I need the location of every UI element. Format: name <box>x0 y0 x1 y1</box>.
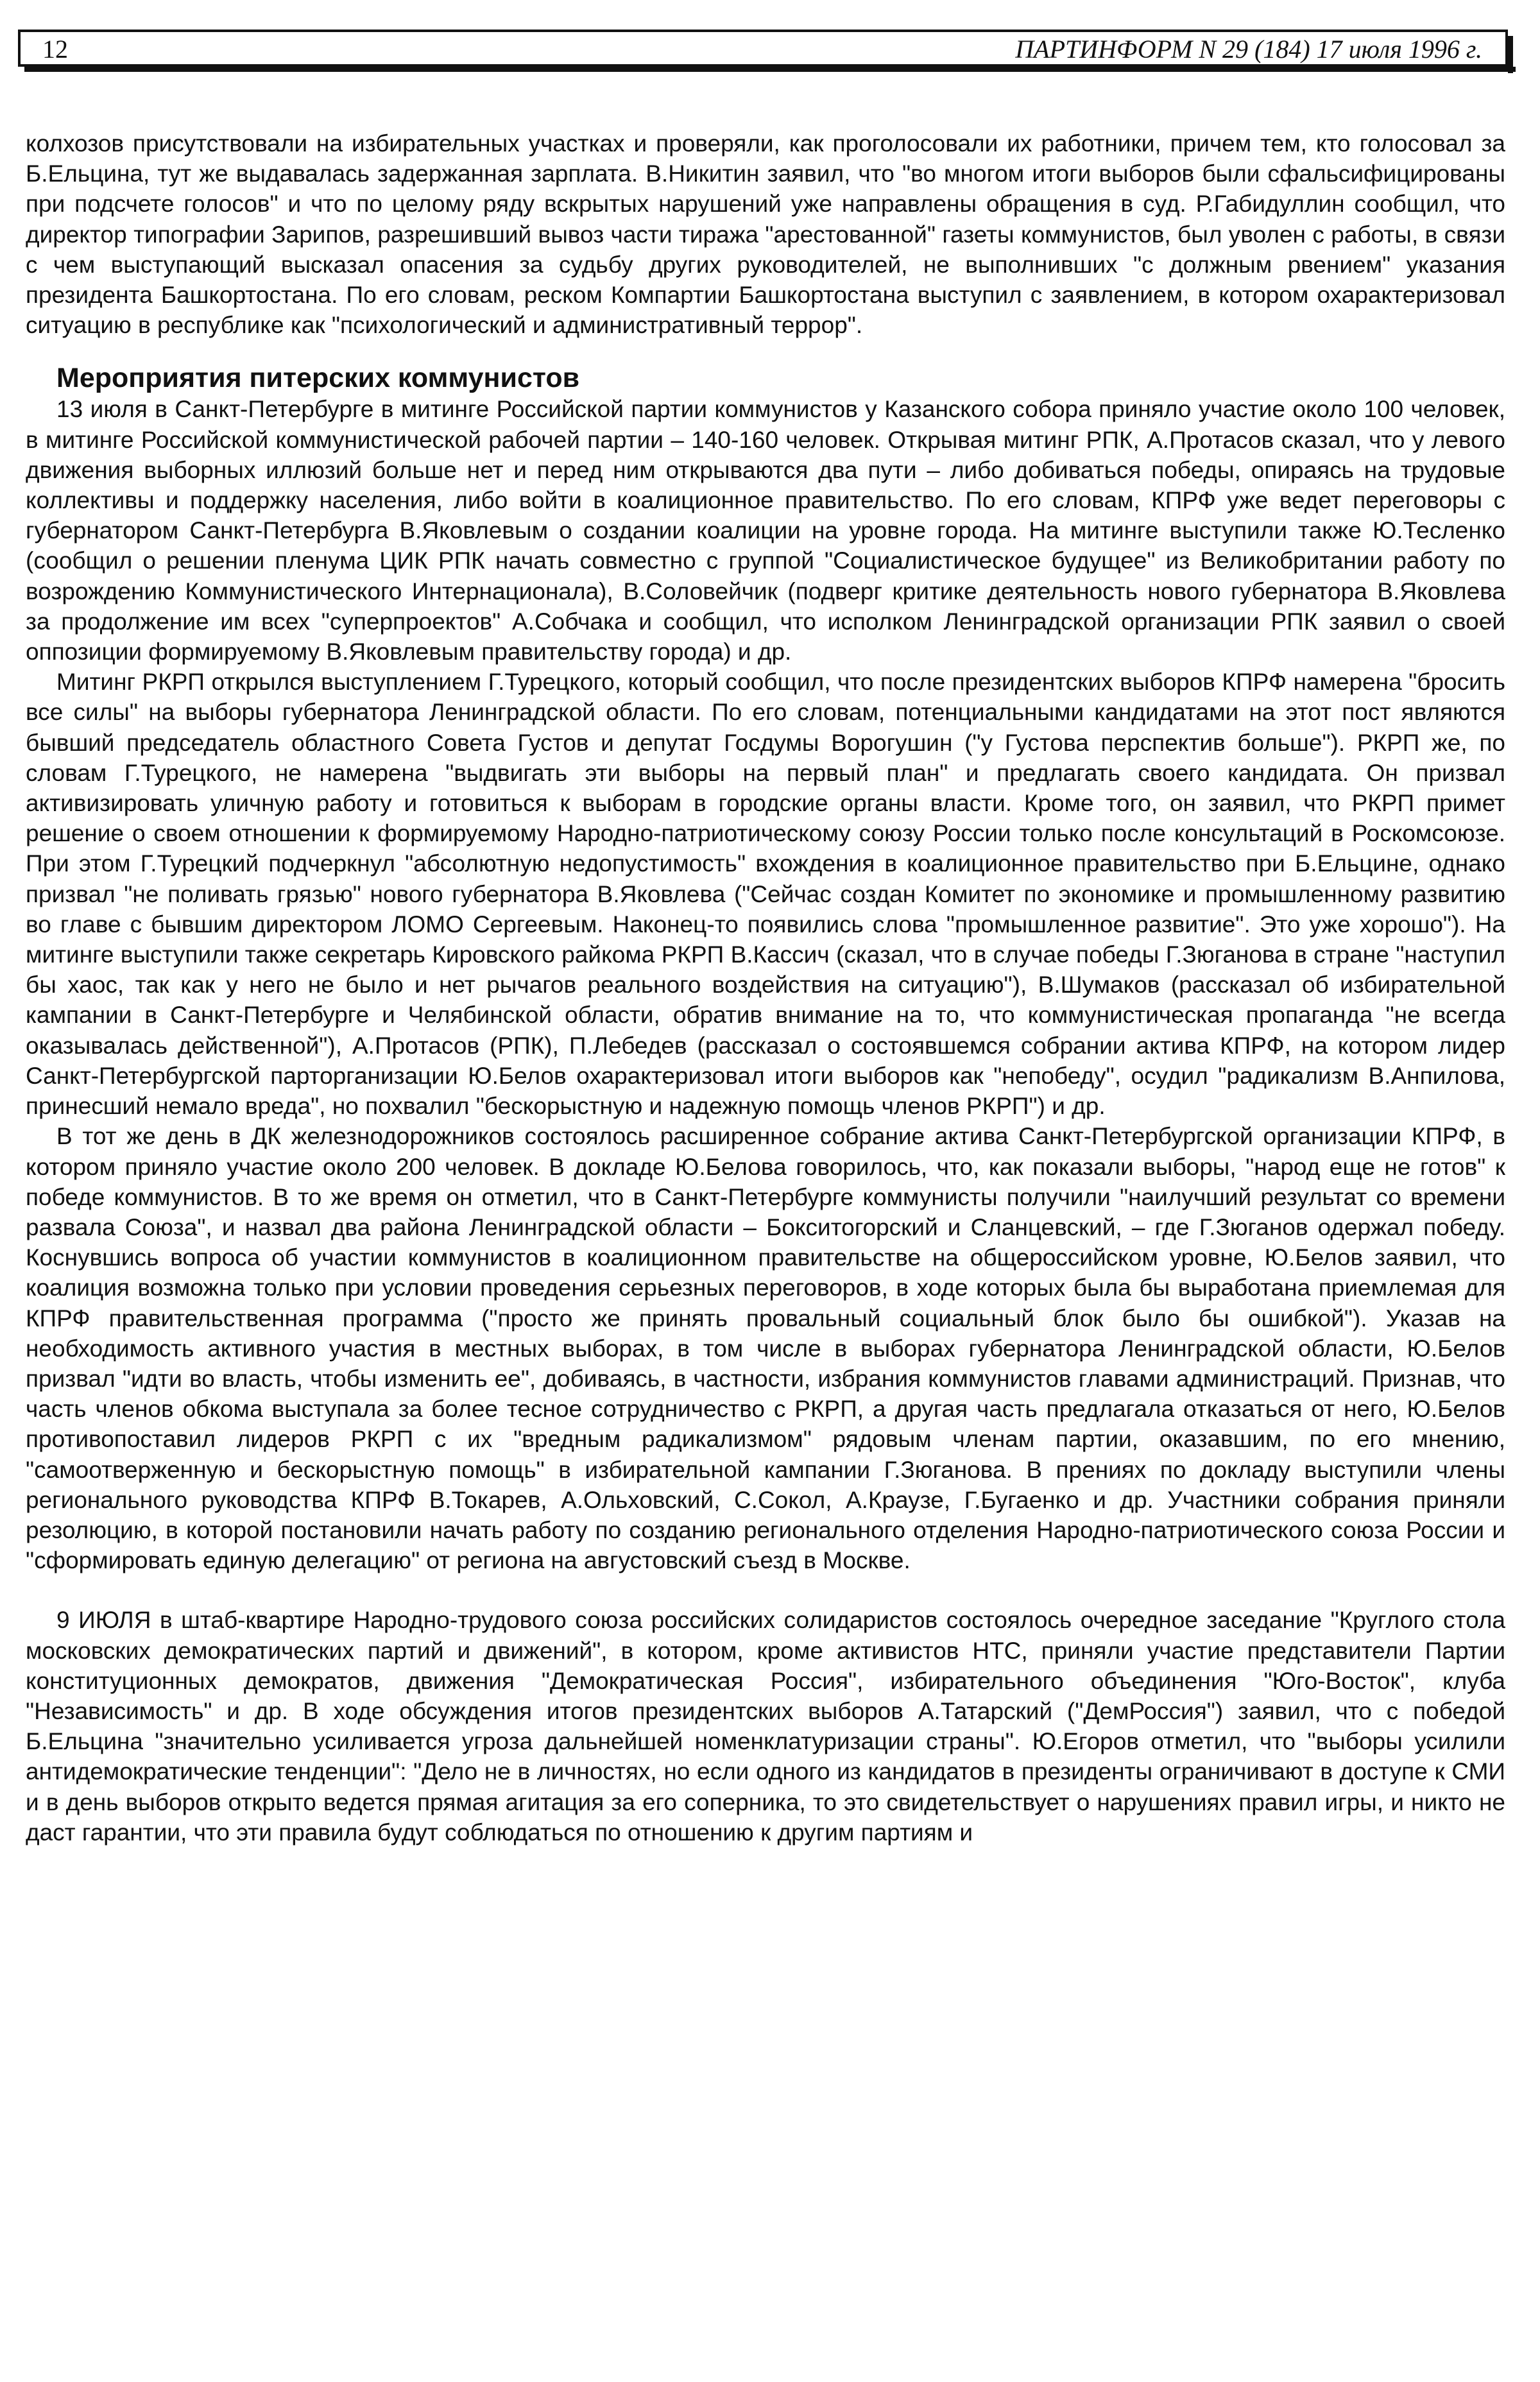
article-body <box>26 128 1505 1847</box>
paragraph-round-table: 9 ИЮЛЯ в штаб-квартире Народно-трудового союза российских солидаристов состоялось очередное заседание "Круглого стола московских демократических партий и движений", в котором, кроме активистов НТС, приняли участие представители Партии конституционных демократов, движения "Демократическая Россия", избирательного объединения "Юго-Восток", клуба "Независимость" и др. В ходе обсуждения итогов президентских выборов А.Татарский ("ДемРоссия") заявил, что с победой Б.Ельцина "значительно усиливается угроза дальнейшей номенклатуризации страны". Ю.Егоров отметил, что "выборы усилили антидемократические тенденции": "Дело не в личностях, но если одного из кандидатов в президенты ограничивают в доступе к СМИ и в день выборов открыто ведется прямая агитация за его соперника, то это свидетельствует о нарушениях правил игры, и никто не даст гарантии, что эти правила будут соблюдаться по отношению к другим партиям и <box>26 1607 1505 1846</box>
issue-info: ПАРТИНФОРМ N 29 (184) 17 июля 1996 г. <box>1015 35 1482 64</box>
paragraph-rkrp-rally: Митинг РКРП открылся выступлением Г.Турецкого, который сообщил, что после президентских выборов КПРФ намерена "бросить все силы" на выборы губернатора Ленинградской области. По его словам, потенциальными кандидатами на этот пост являются бывший председатель областного Совета Густов и депутат Госдумы Ворогушин ("у Густова перспектив больше"). РКРП же, по словам Г.Турецкого, не намерена "выдвигать эти выборы на первый план" и предлагать своего кандидата. Он призвал активизировать уличную работу и готовиться к выборам в городские органы власти. Кроме того, он заявил, что РКРП примет решение о своем отношении к формируемому Народно-патриотическому союзу России только после консультаций в Роскомсоюзе. При этом Г.Турецкий подчеркнул "абсолютную недопустимость" вхождения в коалиционное правительство при Б.Ельцине, однако призвал "не поливать грязью" нового губернатора В.Яковлева ("Сейчас создан Комитет по экономике и промышленному развитию во главе с бывшим директором ЛОМО Сергеевым. Наконец-то появились слова "промышленное развитие". Это уже хорошо"). На митинге выступили также секретарь Кировского райкома РКРП В.Кассич (сказал, что в случае победы Г.Зюганова в стране "наступил бы хаос, так как у него не было и нет рычагов реального воздействия на ситуацию"), В.Шумаков (рассказал об избирательной кампании в Санкт-Петербурге и Челябинской области, обратив внимание на то, что коммунистическая пропаганда "не всегда оказывалась действенной"), А.Протасов (РПК), П.Лебедев (рассказал о состоявшемся собрании актива КПРФ, на котором лидер Санкт-Петербургской парторганизации Ю.Белов охарактеризовал итоги выборов как "непобеду", осудил "радикализм В.Анпилова, принесший немало вреда", но похвалил "бескорыстную и надежную помощь членов РКРП") и др. <box>26 669 1505 1120</box>
page-header <box>18 30 1508 67</box>
paragraph-continuation: колхозов присутствовали на избирательных участках и проверяли, как проголосовали их работники, причем тем, кто голосовал за Б.Ельцина, тут же выдавалась задержанная зарплата. В.Никитин заявил, что "во многом итоги выборов были сфальсифицированы при подсчете голосов" и что по целому ряду вскрытых нарушений уже направлены обращения в суд. Р.Габидуллин сообщил, что директор типографии Зарипов, разрешивший вывоз части тиража "арестованной" газеты коммунистов, был уволен с работы, в связи с чем выступающий высказал опасения за судьбу других руководителей, не выполнивших "с должным рвением" указания президента Башкортостана. По его словам, реском Компартии Башкортостана выступил с заявлением, в котором охарактеризовал ситуацию в республике как "психологический и административный террор". <box>26 130 1505 339</box>
paragraph-rpk-rally: 13 июля в Санкт-Петербурге в митинге Российской партии коммунистов у Казанского собора приняло участие около 100 человек, в митинге Российской коммунистической рабочей партии – 140-160 человек. Открывая митинг РПК, А.Протасов сказал, что у левого движения выборных иллюзий больше нет и перед ним открываются два пути – либо добиваться победы, опираясь на трудовые коллективы и поддержку населения, либо войти в коалиционное правительство. По его словам, КПРФ уже ведет переговоры с губернатором Санкт-Петербурга В.Яковлевым о создании коалиции на уровне города. На митинге выступили также Ю.Тесленко (сообщил о решении пленума ЦИК РПК начать совместно с группой "Социалистическое будущее" из Великобритании работу по возрождению Коммунистического Интернационала), В.Соловейчик (подверг критике деятельность нового губернатора В.Яковлева за продолжение им всех "суперпроектов" А.Собчака и сообщил, что исполком Ленинградской организации РПК заявил о своей оппозиции формируемому В.Яковлевым правительству города) и др. <box>26 396 1505 665</box>
header-shadow-bottom <box>24 67 1516 72</box>
section-heading: Мероприятия питерских коммунистов <box>56 363 580 394</box>
paragraph-kprf-meeting: В тот же день в ДК железнодорожников состоялось расширенное собрание актива Санкт-Петербургской организации КПРФ, в котором приняло участие около 200 человек. В докладе Ю.Белова говорилось, что, как показали выборы, "народ еще не готов" к победе коммунистов. В то же время он отметил, что в Санкт-Петербурге коммунисты получили "наилучший результат со времени развала Союза", и назвал два района Ленинградской области – Бокситогорский и Сланцевский, – где Г.Зюганов одержал победу. Коснувшись вопроса об участии коммунистов в коалиционном правительстве на общероссийском уровне, Ю.Белов заявил, что коалиция возможна только при условии проведения серьезных переговоров, в ходе которых была бы выработана приемлемая для КПРФ правительственная программа ("просто же принять провальный социальный блок было бы ошибкой"). Указав на необходимость активного участия в местных выборах, в том числе в выборах губернатора Ленинградской области, Ю.Белов призвал "идти во власть, чтобы изменить ее", добиваясь, в частности, избрания коммунистов главами администраций. Признав, что часть членов обкома выступала за более тесное сотрудничество с РКРП, а другая часть предлагала отказаться от него, Ю.Белов противопоставил лидеров РКРП с их "вредным радикализмом" рядовым членам партии, оказавшим, по его мнению, "самоотверженную и бескорыстную помощь" в избирательной кампании Г.Зюганова. В прениях по докладу выступили члены регионального руководства КПРФ В.Токарев, А.Ольховский, С.Сокол, А.Краузе, Г.Бугаенко и др. Участники собрания приняли резолюцию, в которой постановили начать работу по созданию регионального отделения Народно-патриотического союза России и "сформировать единую делегацию" от региона на августовский съезд в Москве. <box>26 1123 1505 1574</box>
page-number: 12 <box>42 35 68 64</box>
paragraph-gap <box>26 1575 1505 1605</box>
